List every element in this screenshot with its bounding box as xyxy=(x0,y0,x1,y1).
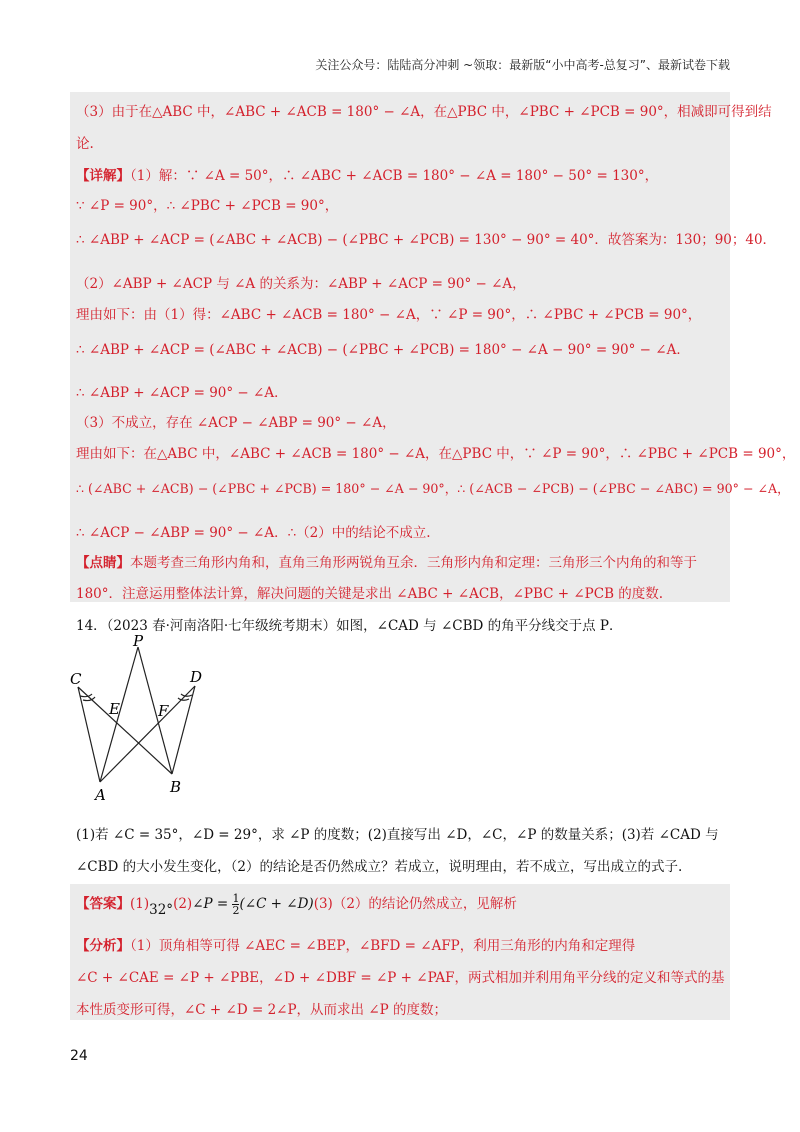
page-number: 24 xyxy=(70,1048,88,1064)
solution-line3: ∴ ∠ABP + ∠ACP = (∠ABC + ∠ACB) − (∠PBC + ∠PCB) = 130° − 90° = 40°．故答案为：130；90；40． xyxy=(76,232,777,248)
analysis-text-1: （1）顶角相等可得 ∠AEC = ∠BEP，∠BFD = ∠AFP，利用三角形的内角和定理得 xyxy=(130,938,636,954)
label-B: B xyxy=(170,778,182,796)
answer-eq-left: ∠P = xyxy=(192,896,229,912)
remark-line2: 180°．注意运用整体法计算，解决问题的关键是求出 ∠ABC + ∠ACB，∠PBC + ∠PCB 的度数. xyxy=(76,586,664,602)
fraction-numerator: 1 xyxy=(232,892,240,905)
solution-tag: 【详解】 xyxy=(76,168,130,184)
label-F: F xyxy=(158,702,169,720)
solution-line1 xyxy=(76,164,658,184)
remark-line1 xyxy=(76,551,697,571)
problem14-stem: 14．（2023 春·河南洛阳·七年级统考期末）如图，∠CAD 与 ∠CBD 的角平分线交于点 P． xyxy=(76,618,623,634)
solution-line7: ∴ ∠ABP + ∠ACP = 90° − ∠A． xyxy=(76,385,288,401)
solution-line4: （2）∠ABP + ∠ACP 与 ∠A 的关系为：∠ABP + ∠ACP = 90° − ∠A， xyxy=(76,276,526,292)
analysis-tag: 【分析】 xyxy=(76,938,130,954)
analysis-line2: ∠C + ∠CAE = ∠P + ∠PBE，∠D + ∠DBF = ∠P + ∠PAF，两式相加并利用角平分线的定义和等式的基 xyxy=(76,970,725,986)
answer-line xyxy=(76,892,517,916)
label-A: A xyxy=(95,786,106,804)
solution-text-1: （1）解：∵ ∠A = 50°，∴ ∠ABC + ∠ACB = 180° − ∠A = 180° − 50° = 130°， xyxy=(130,168,659,184)
label-E: E xyxy=(109,700,120,718)
solution-line5: 理由如下：由（1）得：∠ABC + ∠ACB = 180° − ∠A，∵ ∠P = 90°，∴ ∠PBC + ∠PCB = 90°， xyxy=(76,307,702,323)
solution-line2: ∵ ∠P = 90°，∴ ∠PBC + ∠PCB = 90°， xyxy=(76,198,339,214)
remark-tag: 【点睛】 xyxy=(76,555,130,571)
answer-tag: 【答案】 xyxy=(76,896,130,912)
label-P: P xyxy=(133,634,144,650)
answer-part1: (1) xyxy=(130,896,150,912)
problem14-question-line1: (1)若 ∠C = 35°，∠D = 29°，求 ∠P 的度数；(2)直接写出 ∠D，∠C，∠P 的数量关系；(3)若 ∠CAD 与 xyxy=(76,827,719,843)
solution-line8: （3）不成立，存在 ∠ACP − ∠ABP = 90° − ∠A， xyxy=(76,415,396,431)
problem14-question-line2: ∠CBD 的大小发生变化，（2）的结论是否仍然成立？若成立，说明理由，若不成立，写出成立的式子. xyxy=(76,859,683,875)
answer-value-1: 32° xyxy=(149,902,174,918)
analysis-line1 xyxy=(76,934,635,954)
geometry-figure xyxy=(70,634,230,804)
solution-line6: ∴ ∠ABP + ∠ACP = (∠ABC + ∠ACB) − (∠PBC + ∠PCB) = 180° − ∠A − 90° = 90° − ∠A． xyxy=(76,342,690,358)
answer-part3: (3)（2）的结论仍然成立，见解析 xyxy=(313,896,517,912)
answer-part2: (2) xyxy=(173,896,193,912)
label-C: C xyxy=(70,670,82,688)
solution-line9: 理由如下：在△ABC 中，∠ABC + ∠ACB = 180° − ∠A，在△PBC 中，∵ ∠P = 90°，∴ ∠PBC + ∠PCB = 90°， xyxy=(76,446,796,462)
answer-eq-right: (∠C + ∠D) xyxy=(239,896,314,912)
solution-line10: ∴ (∠ABC + ∠ACB) − (∠PBC + ∠PCB) = 180° − ∠A − 90°，∴ (∠ACB − ∠PCB) − (∠PBC − ∠ABC) = 90° − ∠A， xyxy=(76,481,790,496)
page-header: 关注公众号：陆陆高分冲刺 ~领取：最新版“小中高考-总复习”、最新试卷下载 xyxy=(315,58,730,72)
analysis-part3-line2: 论. xyxy=(76,136,94,152)
analysis-part3-line1: （3）由于在△ABC 中，∠ABC + ∠ACB = 180° − ∠A，在△PBC 中，∠PBC + ∠PCB = 90°，相减即可得到结 xyxy=(76,104,772,120)
fraction-denominator: 2 xyxy=(232,904,240,917)
solution-line11: ∴ ∠ACP − ∠ABP = 90° − ∠A．∴（2）中的结论不成立. xyxy=(76,525,431,541)
label-D: D xyxy=(190,668,203,686)
remark-text-1: 本题考查三角形内角和，直角三角形两锐角互余．三角形内角和定理：三角形三个内角的和等于 xyxy=(130,555,697,571)
analysis-line3: 本性质变形可得，∠C + ∠D = 2∠P，从而求出 ∠P 的度数； xyxy=(76,1002,448,1018)
